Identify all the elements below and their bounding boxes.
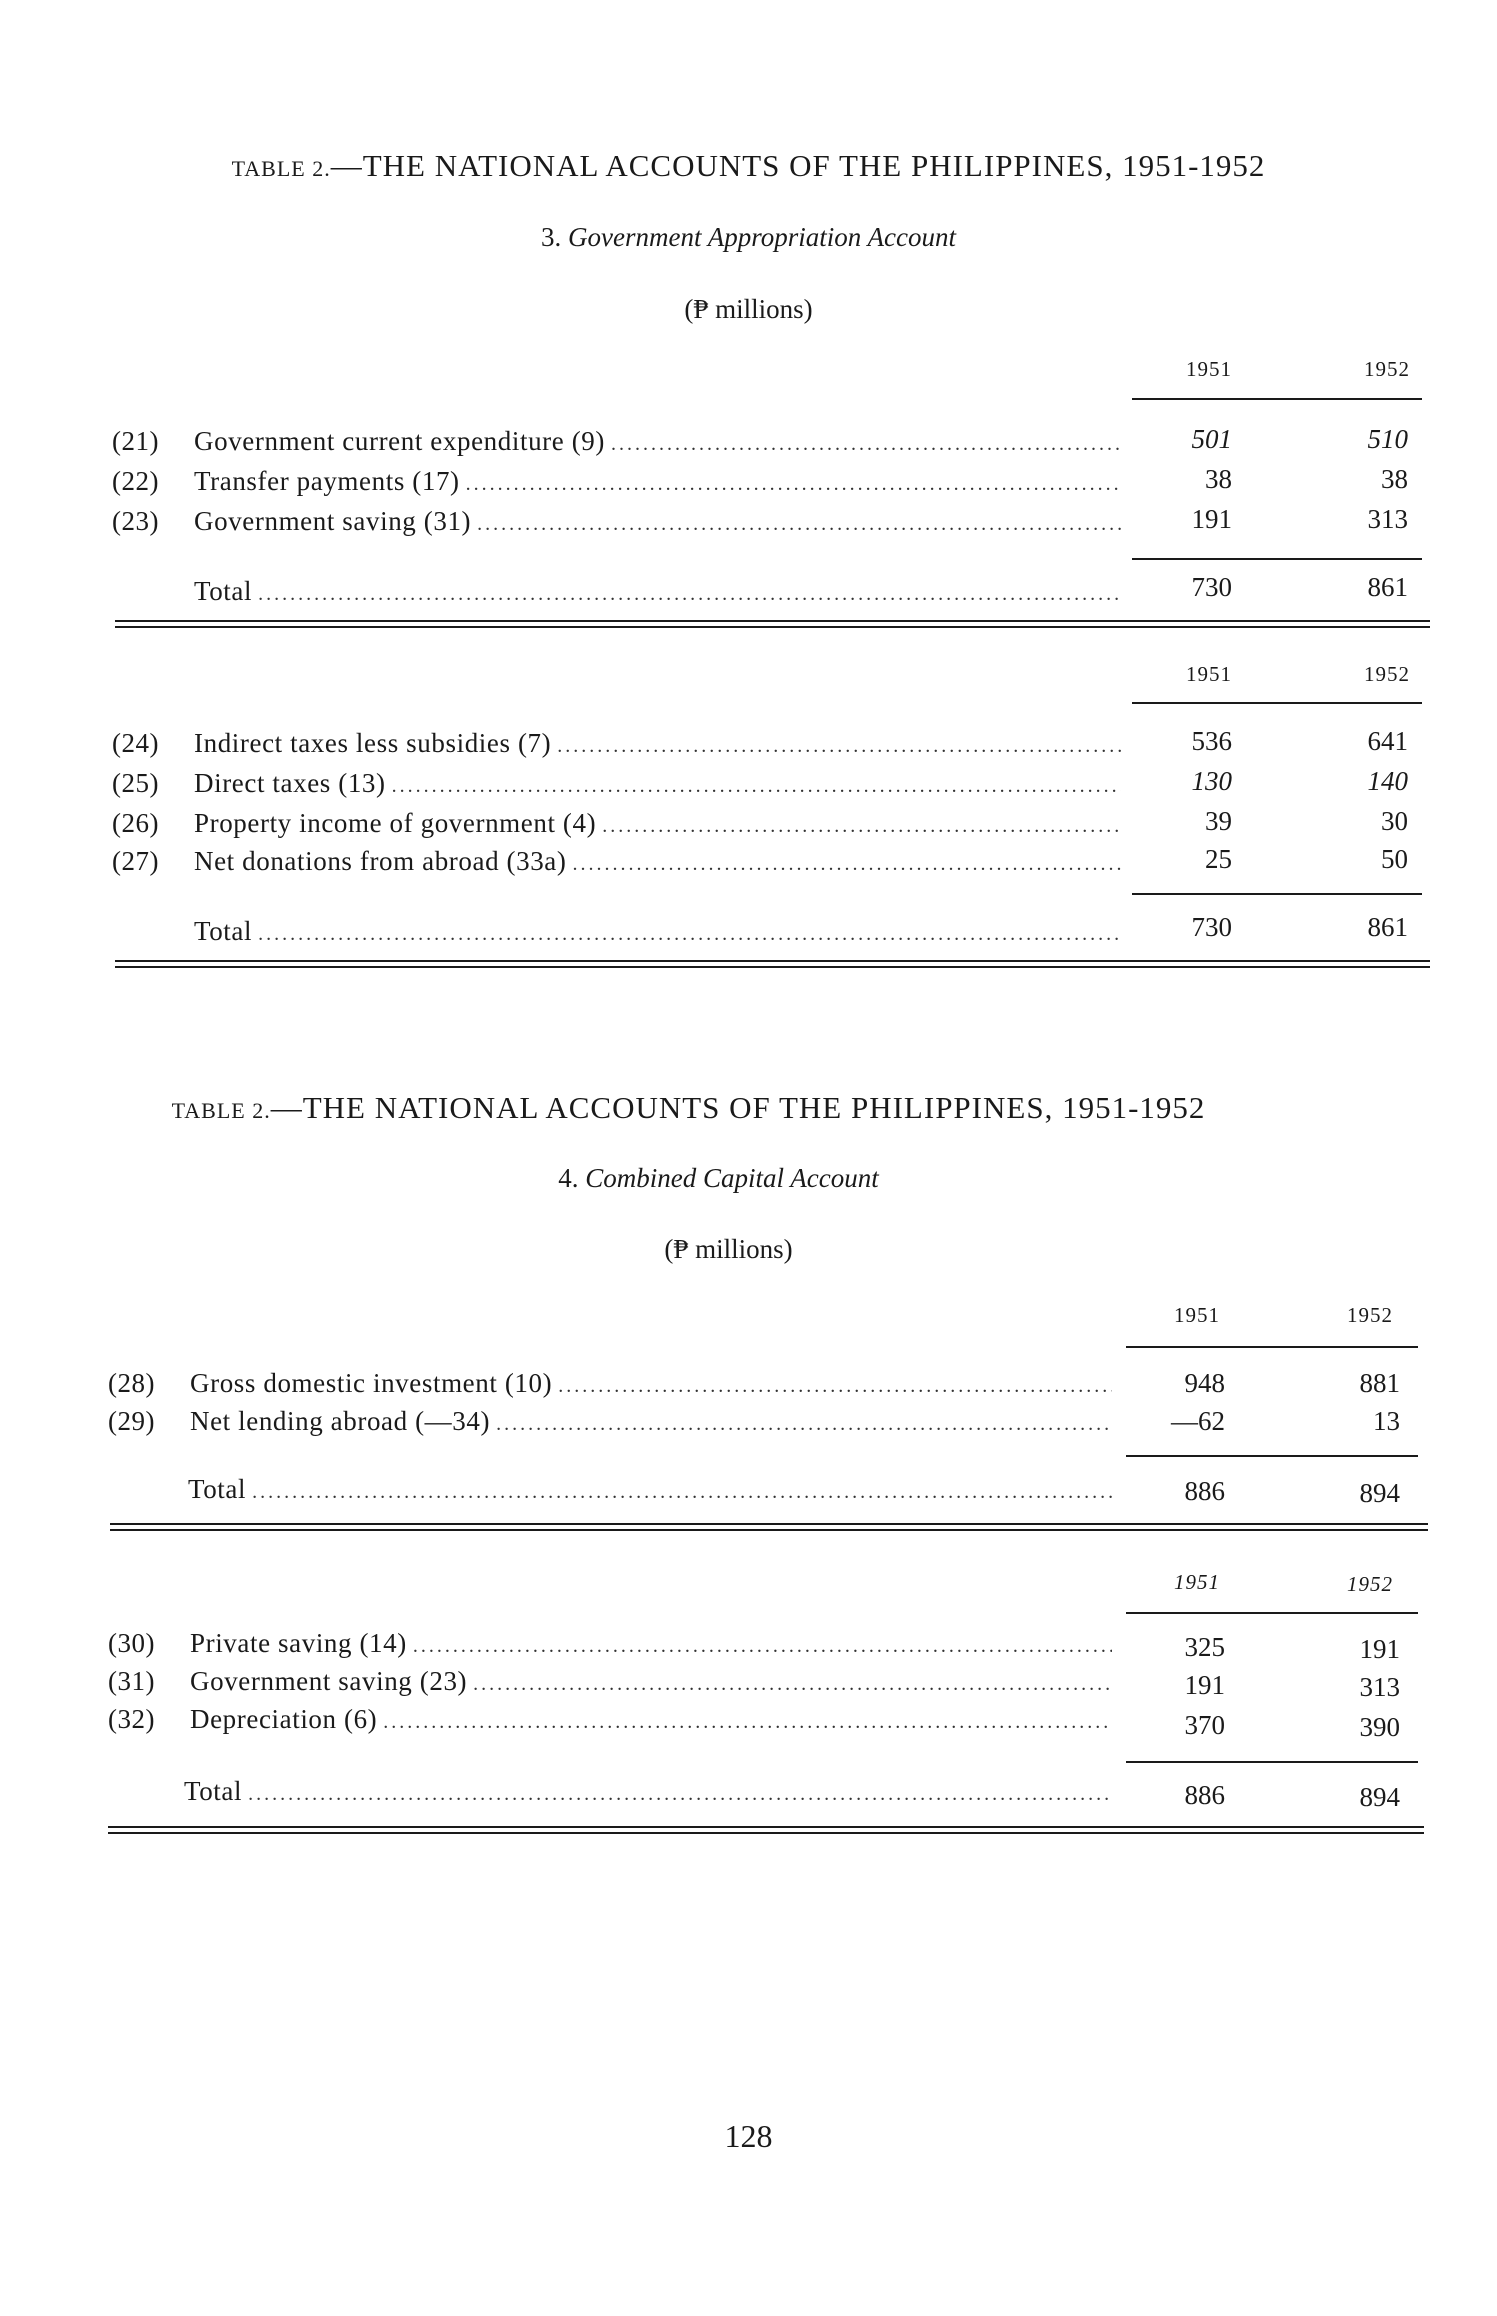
table-row xyxy=(112,466,1127,502)
row-value: 30 xyxy=(1381,806,1408,836)
row-value: 191 xyxy=(1184,1670,1225,1700)
units-label: (₱ millions) xyxy=(664,1234,793,1264)
double-rule xyxy=(115,960,1430,968)
row-value: 13 xyxy=(1373,1406,1400,1436)
leader-dots xyxy=(252,1481,1112,1504)
rule xyxy=(1126,1455,1418,1457)
row-value: 38 xyxy=(1205,464,1232,494)
table-row xyxy=(112,506,1127,542)
row-label: Government current expenditure (9) xyxy=(194,426,605,456)
row-value: 50 xyxy=(1381,844,1408,874)
section-name: Government Appropriation Account xyxy=(568,222,956,252)
row-value: 39 xyxy=(1205,806,1232,836)
total-label: Total xyxy=(184,1776,243,1806)
total-label: Total xyxy=(194,916,253,946)
rule xyxy=(1126,1346,1418,1348)
leader-dots xyxy=(557,735,1121,758)
leader-dots xyxy=(473,1673,1112,1696)
units-label: (₱ millions) xyxy=(684,294,813,324)
table-row xyxy=(108,1406,1118,1442)
table-title-text: —THE NATIONAL ACCOUNTS OF THE PHILIPPINES, 1951-1952 xyxy=(330,148,1266,183)
row-code: (23) xyxy=(112,506,159,536)
leader-dots xyxy=(258,583,1121,606)
total-value: 886 xyxy=(1184,1476,1225,1506)
row-label: Indirect taxes less subsidies (7) xyxy=(194,728,552,758)
leader-dots xyxy=(466,473,1121,496)
table-title-lead: TABLE 2. xyxy=(171,1098,271,1123)
table-row xyxy=(108,1368,1118,1404)
rule xyxy=(1126,1761,1418,1763)
leader-dots xyxy=(573,853,1122,876)
row-value: 881 xyxy=(1359,1368,1400,1398)
rule xyxy=(1132,558,1422,560)
total-value: 894 xyxy=(1359,1782,1400,1812)
total-row xyxy=(194,576,1127,612)
table-title-2 xyxy=(0,1090,1437,1126)
table-row xyxy=(112,808,1127,844)
row-value: 140 xyxy=(1367,766,1408,796)
row-value: —62 xyxy=(1171,1406,1225,1436)
row-code: (26) xyxy=(112,808,159,838)
row-value: 510 xyxy=(1367,424,1408,454)
row-code: (31) xyxy=(108,1666,155,1696)
row-code: (22) xyxy=(112,466,159,496)
row-value: 536 xyxy=(1191,726,1232,756)
table-row xyxy=(112,846,1127,882)
leader-dots xyxy=(496,1413,1112,1436)
leader-dots xyxy=(611,433,1121,456)
total-value: 894 xyxy=(1359,1478,1400,1508)
total-label: Total xyxy=(194,576,253,606)
row-value: 130 xyxy=(1191,766,1232,796)
table-row xyxy=(112,426,1127,462)
row-label: Gross domestic investment (10) xyxy=(190,1368,553,1398)
rule xyxy=(1132,893,1422,895)
row-label: Government saving (23) xyxy=(190,1666,468,1696)
table-title-1 xyxy=(0,148,1497,184)
row-code: (27) xyxy=(112,846,159,876)
row-code: (21) xyxy=(112,426,159,456)
year-header: 1951 xyxy=(1174,1303,1220,1327)
total-row xyxy=(184,1776,1118,1812)
row-value: 38 xyxy=(1381,464,1408,494)
row-value: 390 xyxy=(1359,1712,1400,1742)
row-label: Direct taxes (13) xyxy=(194,768,386,798)
row-value: 25 xyxy=(1205,844,1232,874)
table-row xyxy=(108,1704,1118,1740)
row-value: 313 xyxy=(1359,1672,1400,1702)
double-rule xyxy=(108,1826,1424,1834)
row-value: 191 xyxy=(1191,504,1232,534)
leader-dots xyxy=(477,513,1121,536)
section-name: Combined Capital Account xyxy=(585,1163,879,1193)
row-code: (30) xyxy=(108,1628,155,1658)
table-row xyxy=(108,1628,1118,1664)
row-value: 948 xyxy=(1184,1368,1225,1398)
year-header: 1952 xyxy=(1347,1572,1393,1596)
row-value: 501 xyxy=(1191,424,1232,454)
leader-dots xyxy=(558,1375,1112,1398)
row-code: (24) xyxy=(112,728,159,758)
row-label: Transfer payments (17) xyxy=(194,466,460,496)
row-value: 191 xyxy=(1359,1634,1400,1664)
year-header: 1952 xyxy=(1347,1303,1393,1327)
rule xyxy=(1132,398,1422,400)
table-title-text: —THE NATIONAL ACCOUNTS OF THE PHILIPPINES, 1951-1952 xyxy=(270,1090,1206,1125)
row-code: (28) xyxy=(108,1368,155,1398)
year-header: 1951 xyxy=(1174,1570,1220,1594)
total-value: 730 xyxy=(1191,572,1232,602)
double-rule xyxy=(115,620,1430,628)
year-header: 1951 xyxy=(1186,662,1232,686)
total-value: 861 xyxy=(1367,572,1408,602)
row-label: Depreciation (6) xyxy=(190,1704,378,1734)
leader-dots xyxy=(258,923,1121,946)
double-rule xyxy=(110,1523,1428,1531)
rule xyxy=(1132,702,1422,704)
row-label: Net lending abroad (—34) xyxy=(190,1406,491,1436)
table-row xyxy=(112,728,1127,764)
row-label: Government saving (31) xyxy=(194,506,472,536)
year-header: 1952 xyxy=(1364,357,1410,381)
total-value: 861 xyxy=(1367,912,1408,942)
leader-dots xyxy=(602,815,1121,838)
section-title-3 xyxy=(0,222,1497,253)
row-code: (25) xyxy=(112,768,159,798)
total-value: 886 xyxy=(1184,1780,1225,1810)
row-value: 313 xyxy=(1367,504,1408,534)
row-value: 370 xyxy=(1184,1710,1225,1740)
total-value: 730 xyxy=(1191,912,1232,942)
table-row xyxy=(112,768,1127,804)
leader-dots xyxy=(413,1635,1112,1658)
row-label: Property income of government (4) xyxy=(194,808,597,838)
row-label: Private saving (14) xyxy=(190,1628,407,1658)
row-code: (32) xyxy=(108,1704,155,1734)
table-title-lead: TABLE 2. xyxy=(231,156,331,181)
row-value: 641 xyxy=(1367,726,1408,756)
table-row xyxy=(108,1666,1118,1702)
total-row xyxy=(194,916,1127,952)
total-row xyxy=(188,1474,1118,1510)
page-number: 128 xyxy=(724,2118,773,2154)
total-label: Total xyxy=(188,1474,247,1504)
year-header: 1952 xyxy=(1364,662,1410,686)
row-value: 325 xyxy=(1184,1632,1225,1662)
section-number: 4. xyxy=(558,1163,579,1193)
year-header: 1951 xyxy=(1186,357,1232,381)
leader-dots xyxy=(392,775,1121,798)
section-number: 3. xyxy=(541,222,562,252)
row-code: (29) xyxy=(108,1406,155,1436)
section-title-4 xyxy=(0,1163,1467,1194)
rule xyxy=(1126,1612,1418,1614)
leader-dots xyxy=(383,1711,1112,1734)
row-label: Net donations from abroad (33a) xyxy=(194,846,567,876)
leader-dots xyxy=(248,1783,1112,1806)
